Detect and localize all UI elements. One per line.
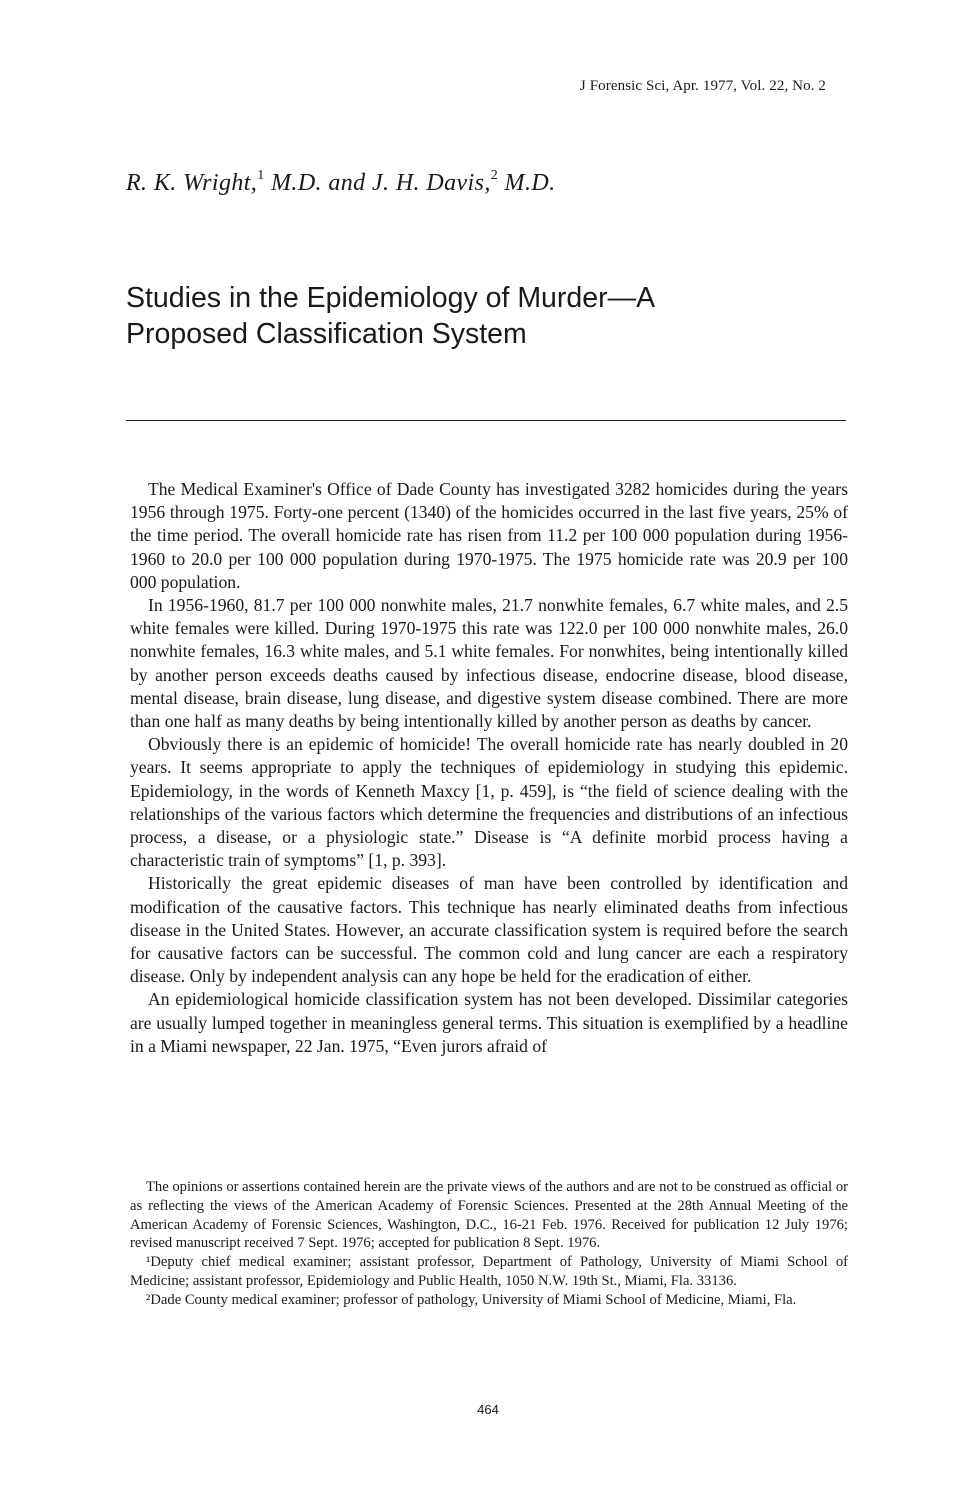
body-paragraph-3: Obviously there is an epidemic of homicide! The overall homicide rate has nearly doubled in 20 years. It seems appropriate to apply the techniques of epidemiology in studying this epidemic. Epidemiology, in the words of Kenneth Maxcy [1, p. 459], is “the field of science dealing with the relationships of the various factors which determine the frequencies and distributions of an infectious process, a disease, or a physiologic state.” Disease is “A definite morbid process having a characteristic train of symptoms” [1, p. 393]. (130, 734, 848, 871)
footnote-general: The opinions or assertions contained herein are the private views of the authors and are not to be construed as official or as reflecting the views of the American Academy of Forensic Sciences. Presented at the 28th Annual Meeting of the American Academy of Forensic Sciences, Washington, D.C., 16-21 Feb. 1976. Received for publication 12 July 1976; revised manuscript received 7 Sept. 1976; accepted for publication 8 Sept. 1976. (130, 1179, 848, 1252)
footnote-1: ¹Deputy chief medical examiner; assistant professor, Department of Pathology, University of Miami School of Medicine; assistant professor, Epidemiology and Public Health, 1050 N.W. 19th St., Miami, Fla. 33136. (130, 1254, 848, 1289)
author-2-footnote-mark: 2 (490, 168, 499, 183)
footnotes (130, 1178, 848, 1310)
author-1-name: R. K. Wright, (126, 170, 258, 196)
author-2-degree: M.D. (498, 170, 556, 196)
body-paragraph-1: The Medical Examiner's Office of Dade County has investigated 3282 homicides during the years 1956 through 1975. Forty-one percent (1340) of the homicides occurred in the last five years, 25% of the time period. The overall homicide rate has risen from 11.2 per 100 000 population during 1956-1960 to 20.0 per 100 000 population during 1970-1975. The 1975 homicide rate was 20.9 per 100 000 population. (130, 479, 848, 592)
footnote-2: ²Dade County medical examiner; professor of pathology, University of Miami School of Medicine, Miami, Fla. (146, 1291, 797, 1308)
author-1-degree: M.D. and (264, 170, 366, 196)
body-paragraph-5: An epidemiological homicide classification system has not been developed. Dissimilar categories are usually lumped together in meaningless general terms. This situation is exemplified by a headline in a Miami newspaper, 22 Jan. 1975, “Even jurors afraid of (130, 989, 848, 1056)
article-body (130, 478, 848, 1058)
author-1-footnote-mark: 1 (257, 168, 265, 183)
title-divider (126, 420, 846, 421)
title-line-1: Studies in the Epidemiology of Murder—A (126, 282, 656, 314)
article-title (126, 280, 846, 352)
body-paragraph-4: Historically the great epidemic diseases of man have been controlled by identification and modification of the causative factors. This technique has nearly eliminated deaths from infectious disease in the United States. However, an accurate classification system is required before the search for causative factors can be successful. The common cold and lung cancer are each a respiratory disease. Only by independent analysis can any hope be held for the eradication of either. (130, 873, 848, 987)
author-line (126, 170, 555, 197)
title-line-2: Proposed Classification System (126, 318, 527, 350)
body-paragraph-2: In 1956-1960, 81.7 per 100 000 nonwhite males, 21.7 nonwhite females, 6.7 white males, and 2.5 white females were killed. During 1970-1975 this rate was 122.0 per 100 000 nonwhite males, 26.0 nonwhite females, 16.3 white males, and 5.1 white females. For nonwhites, being intentionally killed by another person exceeds deaths caused by infectious disease, endocrine disease, blood disease, mental disease, brain disease, lung disease, and digestive system disease combined. There are more than one half as many deaths by being intentionally killed by another person as deaths by cancer. (130, 595, 848, 732)
author-2-name: J. H. Davis, (371, 170, 491, 196)
journal-citation: J Forensic Sci, Apr. 1977, Vol. 22, No. 2 (579, 78, 826, 94)
page-number: 464 (477, 1402, 499, 1417)
